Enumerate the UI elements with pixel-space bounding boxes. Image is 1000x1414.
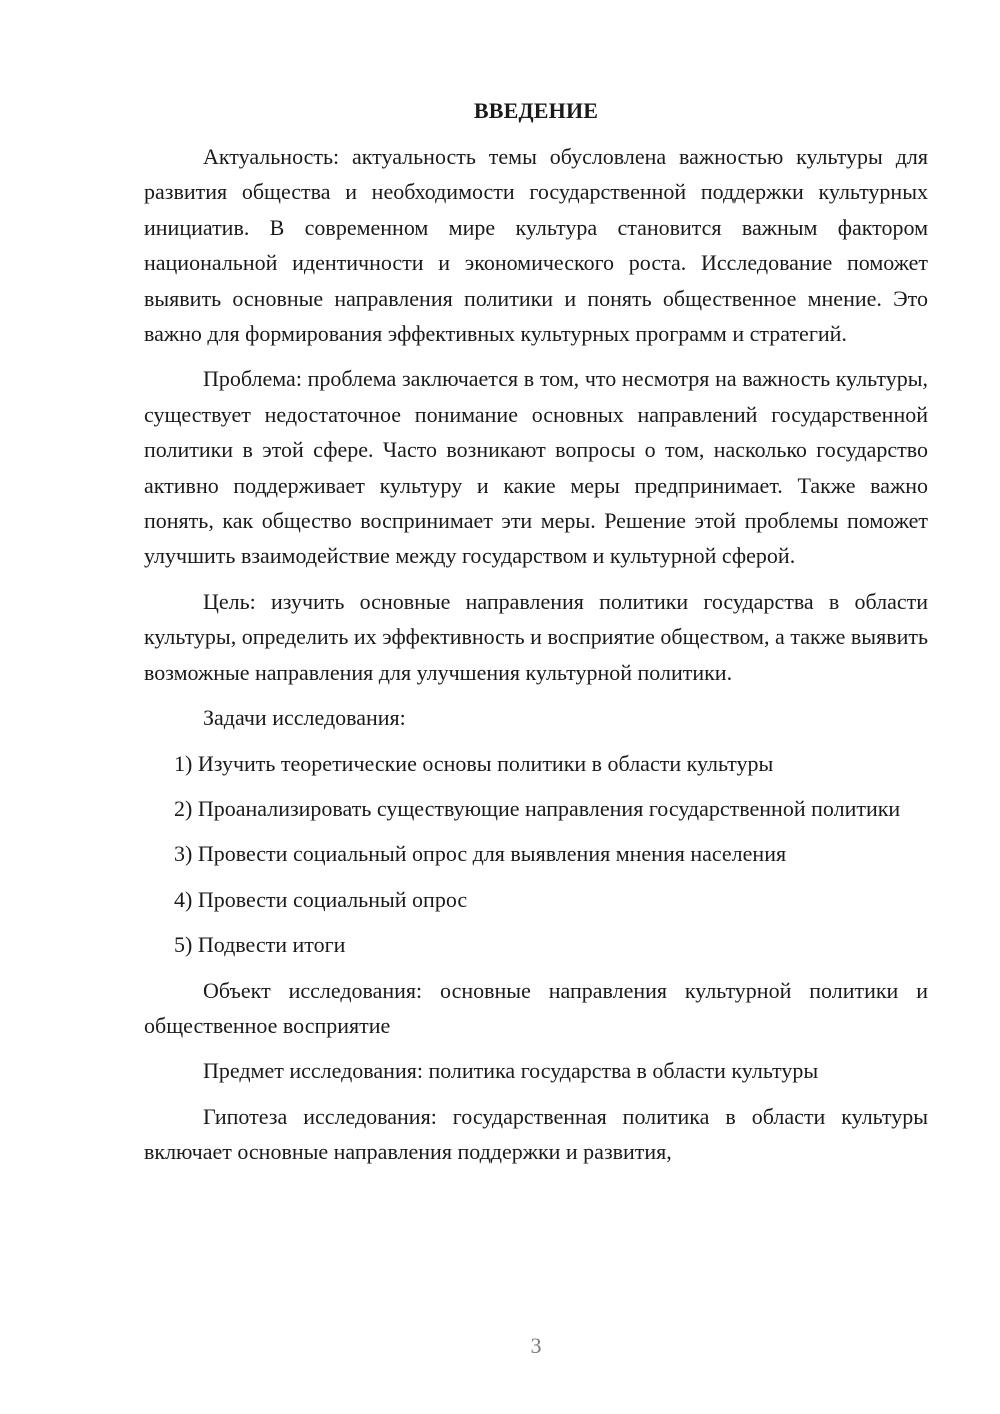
paragraph-relevance: Актуальность: актуальность темы обусловлена важностью культуры для развития общества и необходимости государственной поддержки культурных инициатив. В современном мире культура становится важным фактором национальной идентичности и экономического роста. Исследование поможет выявить основные направления политики и понять общественное мнение. Это важно для формирования эффективных культурных программ и стратегий. — [144, 144, 928, 347]
task-list — [144, 746, 928, 963]
paragraph-object: Объект исследования: основные направления культурной политики и общественное восприятие — [144, 977, 928, 1038]
paragraph-subject: Предмет исследования: политика государства в области культуры — [203, 1058, 819, 1084]
paragraph-goal: Цель: изучить основные направления политики государства в области культуры, определить их эффективность и восприятие обществом, а также выявить возможные направления для улучшения культурной политики. — [144, 588, 928, 685]
list-item: 5) Подвести итоги — [174, 932, 346, 958]
list-item: 1) Изучить теоретические основы политики в области культуры — [174, 750, 774, 776]
paragraph-hypothesis: Гипотеза исследования: государственная политика в области культуры включает основные направления поддержки и развития, — [144, 1103, 928, 1165]
list-item: 2) Проанализировать существующие направления государственной политики — [174, 795, 901, 821]
paragraph-problem: Проблема: проблема заключается в том, что несмотря на важность культуры, существует недостаточное понимание основных направлений государственной политики в этой сфере. Часто возникают вопросы о том, насколько государство активно поддерживает культуру и какие меры предпринимает. Также важно понять, как общество воспринимает эти меры. Решение этой проблемы поможет улучшить взаимодействие между государством и культурной сферой. — [144, 366, 928, 569]
page-content — [144, 95, 928, 1180]
list-item: 4) Провести социальный опрос — [174, 886, 468, 912]
paragraph-tasks-heading: Задачи исследования: — [203, 705, 406, 731]
page-title: ВВЕДЕНИЕ — [473, 98, 599, 123]
page-number: 3 — [530, 1333, 542, 1358]
list-item: 3) Провести социальный опрос для выявления мнения населения — [174, 841, 787, 867]
